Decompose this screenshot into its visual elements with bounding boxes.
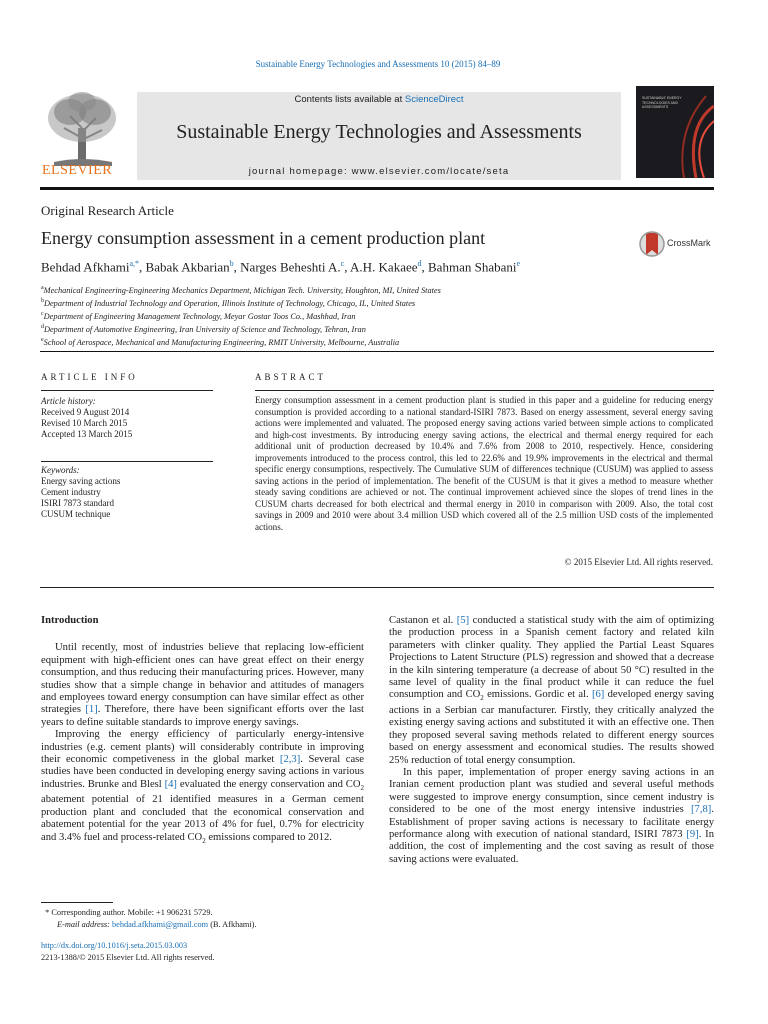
reference-link[interactable]: [9] — [686, 829, 699, 841]
reference-link[interactable]: [2,3] — [279, 754, 301, 766]
history-item: Received 9 August 2014 — [41, 407, 130, 417]
section-heading: Introduction — [41, 615, 99, 626]
affiliation-item — [41, 309, 441, 322]
author-affiliation-mark[interactable]: b — [229, 259, 234, 268]
affiliation-mark: e — [41, 336, 44, 343]
doi-link[interactable]: http://dx.doi.org/10.1016/j.seta.2015.03.003 — [41, 941, 188, 950]
paragraph-text: emissions. Gordic et al. — [483, 689, 592, 701]
author-affiliation-mark[interactable]: c — [340, 259, 345, 268]
email-suffix: (B. Afkhami). — [208, 920, 257, 929]
abstract-copyright: © 2015 Elsevier Ltd. All rights reserved. — [564, 557, 713, 567]
paragraph-text: . In addition, the cost of implementing and the cost saving as result of those saving actions were evaluated. — [389, 829, 714, 865]
article-type: Original Research Article — [41, 203, 174, 218]
paragraph-text: conducted a statistical study with the aim of optimizing the production process in a Spanish cement factory and related kiln parameters with clinker quality. They applied the Partial Least Squares Projections to Latent Structure (PLS) regression and showed that a decrease in the kiln sintering temperature (a decrease of about 50 °C) resulted in the same level of quality in the final product while it can reduce the fuel consumption and CO — [389, 615, 715, 701]
paragraph-text: evaluated the energy conservation and CO — [176, 778, 361, 790]
author-affiliation-mark[interactable]: d — [417, 259, 422, 268]
abstract-bottom-rule — [40, 587, 714, 588]
subscript: 2 — [360, 783, 364, 792]
cover-title: SUSTAINABLE ENERGY TECHNOLOGIES AND ASSESSMENTS — [642, 96, 682, 109]
paragraph-text: . Therefore, there have been significant efforts over the last years to define suitable standards to improve energy savings. — [41, 704, 365, 728]
elsevier-logo — [40, 88, 126, 180]
footnote-mark: * — [45, 908, 50, 917]
paragraph-text: abatement potential of 21 identified measures in a German cement production plant and concluded that the economical conservation and abatement potential for the year 2013 of 4% for fuel, 0.7% for electricity and 3.4% fuel and process-related CO — [41, 794, 364, 843]
journal-homepage[interactable]: journal homepage: www.elsevier.com/locate/seta — [248, 166, 510, 177]
affiliation-text: School of Aerospace, Mechanical and Manufacturing Engineering, RMIT University, Melbourne, Australia — [43, 337, 400, 347]
paragraph-text: emissions compared to 2012. — [205, 831, 332, 843]
article-info-label: ARTICLE INFO — [41, 372, 138, 382]
author-list: Behdad Afkhami$^{a,*}$, Babak Akbarian$^b$, Narges Beheshti A.$^c$, A.H. Kakaee$^d$, Bahman Shabani$^e$ — [41, 259, 521, 275]
reference-link[interactable]: [7,8] — [691, 804, 712, 816]
affiliation-item — [41, 322, 441, 335]
affiliation-item — [41, 296, 441, 309]
author-name: Babak Akbarian — [145, 259, 230, 275]
keyword-item: ISIRI 7873 standard — [41, 498, 114, 508]
paragraph-text: . Several case studies have been conducted in developing energy saving actions in various industries. Brunke and Blesl — [41, 754, 364, 790]
author-name: Narges Beheshti A. — [240, 259, 341, 275]
keyword-item: Cement industry — [41, 487, 101, 497]
paragraph-text: . Establishment of proper saving actions is necessary to facilitate energy performance along with execution of national standard, ISIRI 7873 — [389, 804, 714, 841]
paragraph — [389, 767, 714, 866]
journal-title: Sustainable Energy Technologies and Assessments — [176, 121, 582, 143]
history-title: Article history: — [41, 396, 96, 406]
crossmark-icon — [639, 229, 665, 259]
affiliation-text: Department of Industrial Technology and Operation, Illinois Institute of Technology, Chicago, IL, United States — [44, 298, 416, 308]
header-rule — [40, 187, 714, 190]
footnote-rule — [41, 902, 113, 903]
corresponding-author-note — [41, 907, 257, 919]
paragraph — [389, 615, 714, 767]
email-label: E-mail address: — [57, 920, 112, 929]
article-title: Energy consumption assessment in a cement production plant — [41, 228, 486, 248]
doi-block — [41, 940, 215, 964]
reference-link[interactable]: [5] — [456, 615, 470, 626]
journal-citation[interactable]: Sustainable Energy Technologies and Assessments 10 (2015) 84–89 — [255, 59, 501, 69]
keyword-item: CUSUM technique — [41, 509, 111, 519]
footnote — [41, 907, 257, 931]
history-item: Accepted 13 March 2015 — [41, 429, 133, 439]
affiliation-text: Department of Automotive Engineering, Iran University of Science and Technology, Tehran, Iran — [44, 324, 366, 334]
reference-link[interactable]: [4] — [164, 778, 177, 790]
reference-link[interactable]: [6] — [591, 689, 605, 701]
keywords-title: Keywords: — [41, 465, 80, 475]
paragraph — [41, 642, 364, 729]
affiliations — [41, 283, 441, 348]
keywords — [41, 465, 120, 520]
affiliation-text: Department of Engineering Management Technology, Meyar Gostar Toos Co., Mashhad, Iran — [43, 311, 356, 321]
paragraph-text: Castanon et al. — [389, 615, 457, 626]
affiliation-mark: a — [41, 285, 44, 291]
left-column — [41, 615, 364, 847]
paragraph — [41, 729, 364, 847]
affiliation-mark: d — [41, 323, 44, 330]
author-name: Behdad Afkhami — [41, 259, 130, 275]
cover-artwork-icon — [636, 86, 714, 178]
affiliation-item — [41, 283, 441, 296]
abstract-text: Energy consumption assessment in a cement production plant is studied in this paper and a guideline for reducing energy consumption is provided according to a national standard-ISIRI 7873. Based on energy assessment, several energy saving actions were implemented and valuated. The proposed energy saving actions varied between simple actions to complicated and high-cost investments. By introducing energy saving actions, the electrical and thermal energy required for each additional unit of production decreased by 10.4% and 7.6% from 2008 to 2010, respectively. Hence, considering improvements introduced to the process control, this led to 22.6% and 19.9% improvements in the electrical and thermal specific energy consumptions, respectively. The Cumulative SUM of differences technique (CUSUM) was applied to assess saving actions in the period of implementation. The benefit of the CUSUM is that it gives a method to measure whether steady saving conditions are achieved or not. The continual improvement achieved since the slopes of trend lines in the CUSUM charts decreased for both electrical and thermal energy in 2010 in comparison with 2009. Also, the total cost savings in 2009 and 2010 were about 3.4 million USD which covered all of the 2.5 million USD costs of the implemented actions. — [255, 395, 713, 533]
paragraph-text: Until recently, most of industries believe that replacing low-efficient equipment with high-efficient ones can have great effect on their energy consumption, and thus reducing their manufacturing prices. However, many studies show that a simple change in behavior and attitudes of managers and employees toward energy consumption can have similar effect as other strategies — [41, 642, 364, 716]
keyword-item: Energy saving actions — [41, 476, 121, 486]
author-name: Bahman Shabani — [428, 259, 517, 275]
affiliation-mark: b — [41, 297, 44, 304]
journal-cover-image — [636, 86, 714, 178]
right-column — [389, 615, 714, 866]
affiliation-text: Mechanical Engineering-Engineering Mechanics Department, Michigan Tech. University, Houghton, MI, United States — [43, 285, 441, 295]
paragraph-text: In this paper, implementation of proper energy saving actions in an Iranian cement production plant was studied and several useful methods were suggested to improve energy consumption, since cement industry is considered to be one of the most energy intensive industries — [389, 766, 714, 816]
sciencedirect-link[interactable]: ScienceDirect — [404, 94, 464, 105]
affiliation-rule — [40, 351, 714, 352]
paragraph-text: developed energy saving actions in a Serbian car manufacturer. Firstly, they critically analyzed the existing energy saving actions and substituted it with an effective one. Then they proposed several saving methods related to different energy sources based on energy assessment and economical studies. The results showed 25% reduction of total energy consumption. — [389, 689, 714, 766]
paragraph-text: Improving the energy efficiency of particularly energy-intensive industries (e.g. cement plants) will considerably contribute in improving their economic competiveness in the global market — [41, 729, 364, 766]
keywords-rule — [41, 461, 213, 462]
abstract-label: ABSTRACT — [255, 372, 327, 382]
affiliation-mark: c — [41, 310, 44, 317]
publisher-name: ELSEVIER — [42, 163, 113, 178]
email-link[interactable]: behdad.afkhami@gmail.com — [112, 920, 209, 929]
abstract-rule — [255, 390, 714, 391]
crossmark-badge[interactable] — [639, 229, 729, 259]
affiliation-item — [41, 335, 441, 348]
author-affiliation-mark[interactable]: e — [516, 259, 521, 268]
contents-line — [137, 94, 621, 105]
subscript: 2 — [202, 836, 206, 845]
crossmark-label: CrossMark — [667, 238, 711, 248]
history-item: Revised 10 March 2015 — [41, 418, 128, 428]
issn-line: 2213-1388/© 2015 Elsevier Ltd. All rights reserved. — [41, 953, 215, 962]
email-note — [41, 919, 257, 931]
subscript: 2 — [480, 694, 484, 703]
article-info-rule — [41, 390, 213, 391]
author-name: A.H. Kakaee — [350, 259, 418, 275]
reference-link[interactable]: [1] — [85, 704, 98, 716]
article-history — [41, 396, 132, 440]
footnote-text: Corresponding author. Mobile: +1 906231 5729. — [49, 908, 213, 917]
author-affiliation-mark[interactable]: a,* — [129, 259, 140, 268]
contents-prefix: Contents lists available at — [294, 94, 405, 105]
